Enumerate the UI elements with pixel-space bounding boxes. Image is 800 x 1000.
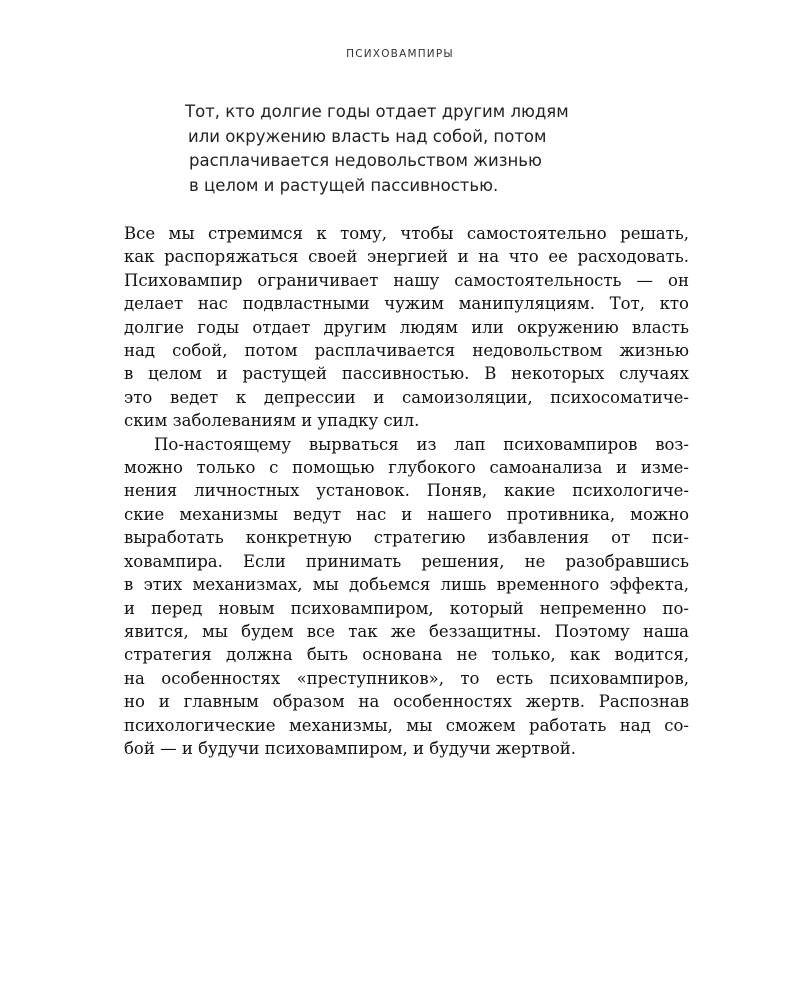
text-line: можно только с помощью глубокого самоанализа и изме- <box>124 458 689 478</box>
epigraph-line: в целом и растущей пассивностью. <box>189 175 499 195</box>
text-line: ские механизмы ведут нас и нашего противника, можно <box>124 504 689 524</box>
text-line: Психовампир ограничивает нашу самостоятельность — он <box>124 270 689 290</box>
epigraph-line: Тот, кто долгие годы отдает другим людям <box>185 102 569 121</box>
text-line: нения личностных установок. Поняв, какие психологиче- <box>124 481 689 501</box>
epigraph <box>185 100 645 198</box>
body-text <box>124 222 689 760</box>
running-head: ПСИХОВАМПИРЫ <box>346 48 454 60</box>
epigraph-line: или окружению власть над собой, потом <box>188 126 547 146</box>
text-line: но и главным образом на особенностях жертв. Распознав <box>124 692 689 712</box>
text-line: в целом и растущей пассивностью. В некоторых случаях <box>124 364 689 384</box>
paragraph-1 <box>124 222 689 433</box>
text-line: на особенностях «преступников», то есть психовампиров, <box>124 668 689 688</box>
text-line: это ведет к депрессии и самоизоляции, психосоматиче- <box>124 387 689 407</box>
text-line: явится, мы будем все так же беззащитны. Поэтому наша <box>124 621 689 641</box>
text-line: По-настоящему вырваться из лап психовампиров воз- <box>154 434 689 454</box>
text-line: делает нас подвластными чужим манипуляциям. Тот, кто <box>124 294 689 314</box>
paragraph-2 <box>124 433 689 761</box>
text-line: долгие годы отдает другим людям или окружению власть <box>124 317 689 337</box>
text-line: выработать конкретную стратегию избавления от пси- <box>124 528 689 548</box>
text-line: над собой, потом расплачивается недовольством жизнью <box>124 341 689 361</box>
text-line: и перед новым психовампиром, который непременно по- <box>124 598 689 618</box>
text-line: бой — и будучи психовампиром, и будучи жертвой. <box>124 738 577 758</box>
text-line: ховампира. Если принимать решения, не разобравшись <box>124 551 689 571</box>
epigraph-line: расплачивается недовольством жизнью <box>189 151 542 170</box>
text-line: в этих механизмах, мы добьемся лишь временного эффекта, <box>124 575 689 595</box>
text-line: психологические механизмы, мы сможем работать над со- <box>124 715 689 735</box>
text-line: стратегия должна быть основана не только, как водится, <box>124 645 689 665</box>
text-line: Все мы стремимся к тому, чтобы самостоятельно решать, <box>124 224 689 243</box>
text-line: как распоряжаться своей энергией и на что ее расходовать. <box>124 247 689 267</box>
text-line: ским заболеваниям и упадку сил. <box>124 411 420 431</box>
